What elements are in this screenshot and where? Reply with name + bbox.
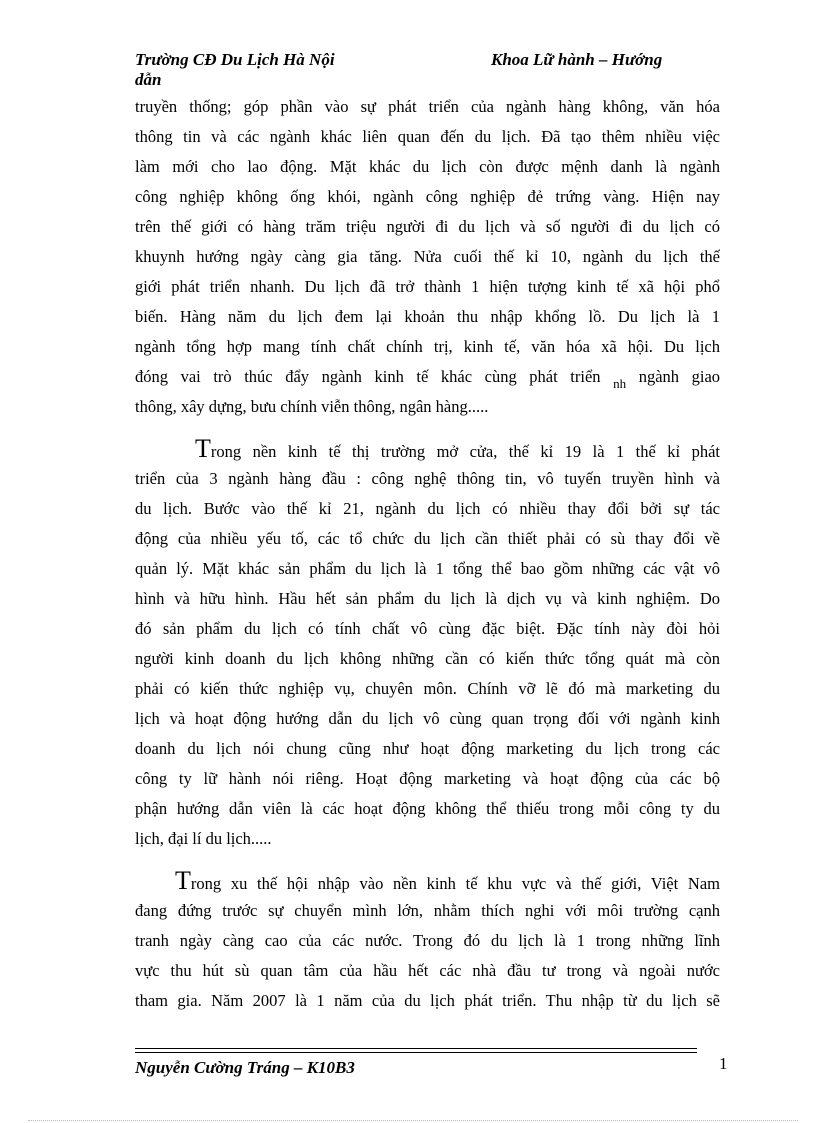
text-line: biến. Hàng năm du lịch đem lại khoản thu nhập khổng lồ. Du lịch là 1 [135, 307, 720, 326]
text-line-first [135, 866, 720, 896]
text-line: vực thu hút sù quan tâm của hầu hết các nhà đầu tư trong và ngoài nước [135, 961, 720, 980]
text-line: thông tin và các ngành khác liên quan đến du lịch. Đã tạo thêm nhiều việc [135, 127, 720, 146]
text-line: đang đứng trước sự chuyển mình lớn, nhằm thích nghi với môi trường cạnh [135, 901, 720, 920]
text-line: ngành tổng hợp mang tính chất chính trị, kinh tế, văn hóa xã hội. Du lịch [135, 337, 720, 356]
text-line-first [135, 434, 720, 464]
text-line: thông, xây dựng, bưu chính viễn thông, ngân hàng..... [135, 397, 489, 416]
text-line: truyền thống; góp phần vào sự phát triển của ngành hàng không, văn hóa [135, 97, 720, 116]
footer-rule [135, 1048, 697, 1049]
text-line: khuynh hướng ngày càng gia tăng. Nửa cuối thế kỉ 10, ngành du lịch thế [135, 247, 720, 266]
header-school-name [135, 50, 385, 90]
text-line: triển của 3 ngành hàng đầu : công nghệ thông tin, vô tuyến truyền hình và [135, 469, 720, 488]
text-line: công nghiệp không ống khói, ngành công nghiệp đẻ trứng vàng. Hiện nay [135, 187, 720, 206]
text-fragment: rong xu thế hội nhập vào nền kinh tế khu vực và thế giới, Việt Nam [190, 874, 720, 893]
stray-subscript: nh [613, 376, 627, 391]
header-department: Khoa Lữ hành – Hướng [491, 50, 663, 69]
paragraph-2 [135, 434, 720, 854]
footer-author: Nguyễn Cường Tráng – K10B3 [135, 1058, 355, 1077]
text-line: lịch và hoạt động hướng dẫn du lịch vô cùng quan trọng đối với ngành kinh [135, 709, 720, 728]
paragraph-1 [135, 92, 720, 422]
header-school-line2: dẫn [135, 70, 162, 89]
text-line: du lịch. Bước vào thế kỉ 21, ngành du lịch có nhiều thay đổi bởi sự tác [135, 499, 720, 518]
header-school-line1: Trường CĐ Du Lịch Hà Nội [135, 50, 335, 69]
text-line: lịch, đại lí du lịch..... [135, 829, 272, 848]
drop-cap: T [195, 434, 211, 463]
text-line: hình và hữu hình. Hầu hết sản phẩm du lịch là dịch vụ và kinh nghiệm. Do [135, 589, 720, 608]
page-number: 1 [719, 1054, 728, 1073]
text-fragment: ngành giao [638, 367, 720, 386]
text-line: trên thế giới có hàng trăm triệu người đi du lịch và số người đi du lịch có [135, 217, 720, 236]
text-line [135, 362, 720, 392]
text-fragment: rong nền kinh tế thị trường mở cửa, thế kỉ 19 là 1 thế kỉ phát [210, 442, 720, 461]
drop-cap: T [175, 866, 191, 895]
text-line: tham gia. Năm 2007 là 1 năm của du lịch phát triển. Thu nhập từ du lịch sẽ [135, 991, 720, 1010]
page-bottom-divider [28, 1120, 798, 1121]
text-line: quản lý. Mặt khác sản phẩm du lịch là 1 tổng thể bao gồm những các vật vô [135, 559, 720, 578]
text-line: phận hướng dẫn viên là các hoạt động không thể thiếu trong mỗi công ty du [135, 799, 720, 818]
text-line: công ty lữ hành nói riêng. Hoạt động marketing và hoạt động của các bộ [135, 769, 720, 788]
text-line: doanh du lịch nói chung cũng như hoạt động marketing du lịch trong các [135, 739, 720, 758]
text-line: tranh ngày càng cao của các nước. Trong đó du lịch là 1 trong những lĩnh [135, 931, 720, 950]
text-line: làm mới cho lao động. Mặt khác du lịch còn được mệnh danh là ngành [135, 157, 720, 176]
text-line: đó sản phẩm du lịch có tính chất vô cùng đặc biệt. Đặc tính này đòi hỏi [135, 619, 720, 638]
document-body [135, 92, 720, 1016]
paragraph-3 [135, 866, 720, 1016]
text-line: động của nhiều yếu tố, các tổ chức du lịch cần thiết phải có sù thay đổi về [135, 529, 720, 548]
text-fragment: đóng vai trò thúc đẩy ngành kinh tế khác cùng phát triển [135, 367, 601, 386]
text-line: phải có kiến thức nghiệp vụ, chuyên môn. Chính vỡ lẽ đó mà marketing du [135, 679, 720, 698]
text-line: giới phát triển nhanh. Du lịch đã trở thành 1 hiện tượng kinh tế xã hội phổ [135, 277, 720, 296]
footer-rule [135, 1052, 697, 1053]
text-line: người kinh doanh du lịch không những cần có kiến thức tổng quát mà còn [135, 649, 720, 668]
